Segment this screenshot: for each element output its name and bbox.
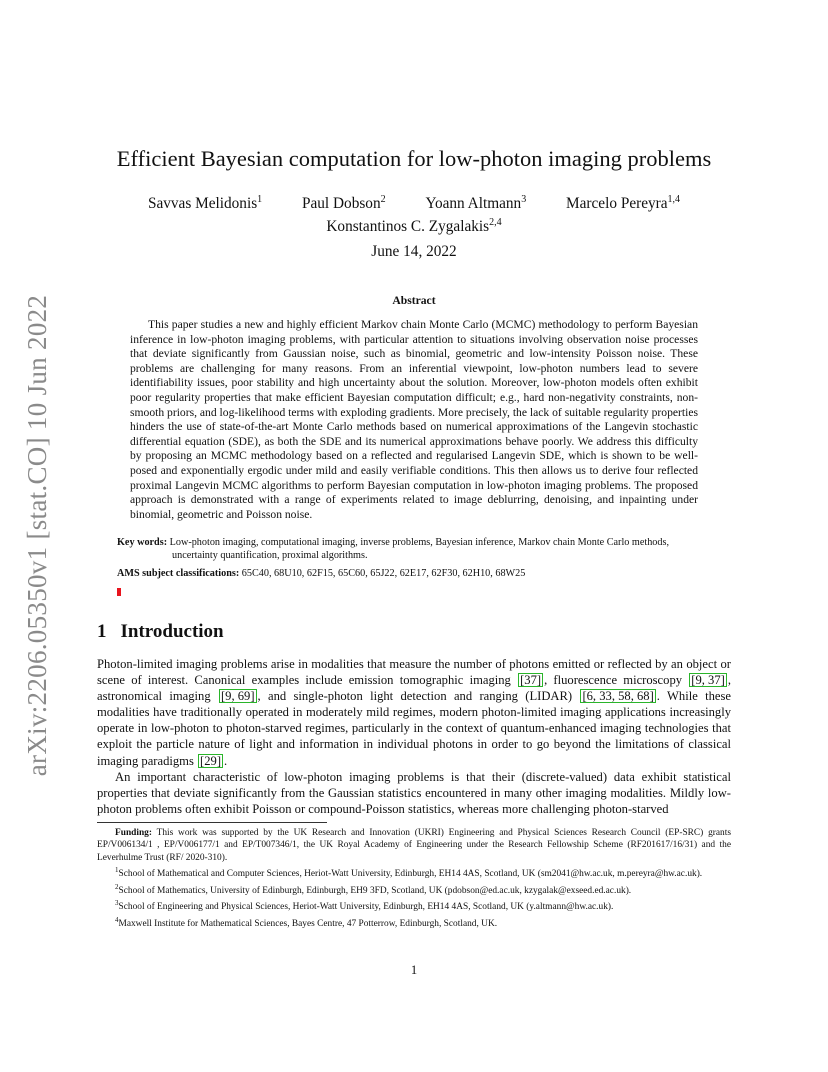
keywords-text-continued: uncertainty quantification, proximal algorithms. [172,550,368,561]
keywords-label: Key words: [117,537,168,548]
abstract-text: This paper studies a new and highly efficient Markov chain Monte Carlo (MCMC) methodology to perform Bayesian inference in low-photon imaging problems, with particular attention to situations involving observation noise processes that deviate significantly from Gaussian noise, such as binomial, geometric and low-intensity Poisson noise. These problems are challenging for many reasons. From an inferential viewpoint, low-photon numbers lead to severe identifiability issues, poor stability and high uncertainty about the solution. Moreover, low-photon models often exhibit poor regularity properties that make efficient Bayesian computation difficult; e.g., hard non-negativity constraints, non-smooth priors, and log-likelihood terms with exploding gradients. More precisely, the lack of suitable regularity properties hinders the use of state-of-the-art Monte Carlo methods based on numerical approximations of the Langevin stochastic differential equation (SDE), as both the SDE and its numerical approximations behave poorly. We address this difficulty by proposing an MCMC methodology based on a reflected and regularised Langevin SDE, which is shown to be well-posed and exponentially ergodic under mild and easily verifiable conditions. This then allows us to derive four reflected proximal Langevin MCMC algorithms to perform Bayesian computation in low-photon imaging problems. The proposed approach is demonstrated with a range of experiments related to image deblurring, denoising, and inpainting under binomial, geometric and Poisson noise. [130,318,698,521]
affiliation-footnote [97,897,731,914]
author [326,213,501,236]
affiliation-footnote [97,864,731,881]
footnote-text: Maxwell Institute for Mathematical Sciences, Bayes Centre, 47 Potterrow, Edinburgh, Scotland, UK. [118,918,498,929]
footnote-mark: 2 [115,882,119,891]
section-title: Introduction [120,621,224,642]
abstract-heading: Abstract [392,294,436,307]
paragraph: An important characteristic of low-photon imaging problems is that their (discrete-valued) data exhibit statistical properties that deviate significantly from the Gaussian statistics encountered in many other imaging modalities. Mildly low-photon problems often exhibit Poisson or compound-Poisson statistics, whereas more challenging photon-starved [97,769,731,816]
section-heading [97,621,224,643]
author-list [100,190,728,236]
funding-text: This work was supported by the UK Research and Innovation (UKRI) Engineering and Physical Sciences Research Council (EP-SRC) grants EP/V006134/1 , EP/V006177/1 and EP/T007346/1, the UK Royal Academy of Engineering under the Research Fellowship Scheme (RF201617/16/31) and the Leverhulme Trust (RF/ 2020-310). [97,828,731,863]
author [148,190,262,213]
footnotes [97,822,731,930]
arxiv-id-text: arXiv:2206.05350v1 [stat.CO] 10 Jun 2022 [22,294,53,776]
footnote-text: School of Mathematical and Computer Sciences, Heriot-Watt University, Edinburgh, EH14 4AS, Scotland, UK (sm2041@hw.ac.uk, m.pereyra@hw.ac.uk). [118,869,703,880]
author [425,190,526,213]
citation-link[interactable]: [29] [200,753,222,768]
footnote-rule [97,822,327,823]
text-run: . While these modalities have traditionally operated in moderately mild regimes, modern photon-limited imaging applications increasingly operate in low-photon to photon-starved regimes, particularly in the context of quantum-enhanced imaging technologies that exploit the particle nature of light and information in individual photons in order to go beyond the limitations of classical imaging paradigms [97,689,731,768]
paper-title: Efficient Bayesian computation for low-photon imaging problems [116,146,712,171]
introduction-body [97,656,731,817]
section-number: 1 [97,621,107,642]
footnote-text: School of Engineering and Physical Sciences, Heriot-Watt University, Edinburgh, EH14 4AS, Scotland, UK (y.altmann@hw.ac.uk). [118,902,614,913]
text-run: , fluorescence microscopy [544,673,689,688]
footnote-mark: 1 [115,866,119,875]
author-affiliation-mark: 2,4 [489,217,502,229]
author-affiliation-mark: 3 [521,194,527,205]
author-name: Savvas Melidonis [147,195,258,213]
funding-label: Funding: [115,828,152,838]
publication-date: June 14, 2022 [371,243,457,260]
arxiv-identifier [16,290,60,780]
ams-codes: 65C40, 68U10, 62F15, 65C60, 65J22, 62E17, 62F30, 62H10, 68W25 [241,568,526,579]
author-name: Marcelo Pereyra [566,195,668,213]
citation-link[interactable]: [9, 37] [691,673,725,688]
author-affiliation-mark: 2 [380,194,386,205]
footnote-text: School of Mathematics, University of Edinburgh, Edinburgh, EH9 3FD, Scotland, UK (pdobson@ed.ac.uk, kzygalak@exseed.ed.ac.uk). [118,885,632,896]
text-run: , astronomical imaging [97,673,731,704]
author-name: Konstantinos C. Zygalakis [326,218,490,236]
citation-link[interactable]: [37] [520,673,542,688]
citation-link[interactable]: [9, 69] [220,689,255,704]
author [302,190,386,213]
page-number: 1 [410,963,418,977]
affiliation-footnote [97,914,731,931]
citation-link[interactable]: [6, 33, 58, 68] [582,689,654,704]
footnote-mark: 3 [115,899,119,908]
author-name: Paul Dobson [301,195,381,213]
ams-label: AMS subject classifications: [117,568,240,579]
author [566,190,680,213]
affiliation-footnote [97,881,731,898]
author-affiliation-mark: 1,4 [667,194,681,205]
funding-footnote [97,827,731,864]
text-run: , and single-photon light detection and ranging (LIDAR) [257,689,580,704]
ams-classifications [117,568,711,579]
author-name: Yoann Altmann [425,195,522,213]
keywords [117,536,711,562]
red-marker [117,588,121,596]
text-run: . [224,753,228,768]
keywords-text: Low-photon imaging, computational imaging, inverse problems, Bayesian inference, Markov chain Monte Carlo methods, [169,537,669,548]
footnote-mark: 4 [115,915,119,924]
author-affiliation-mark: 1 [257,194,263,205]
text-run: Photon-limited imaging problems arise in modalities that measure the number of photons emitted or reflected by an object or scene of interest. Canonical examples include emission tomographic imaging [97,657,731,688]
paragraph [97,656,731,769]
